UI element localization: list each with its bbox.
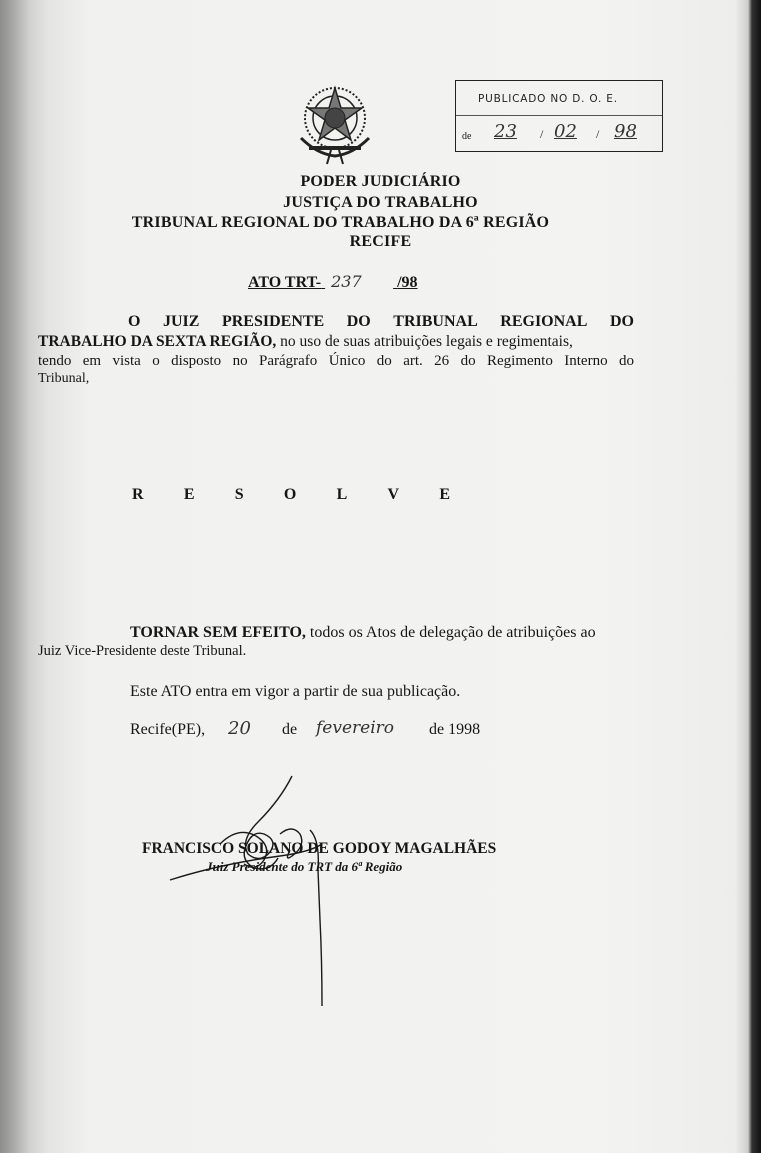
- coat-of-arms-emblem: [287, 78, 383, 166]
- date-month-handwritten: fevereiro: [316, 718, 395, 738]
- date-day-handwritten: 20: [228, 718, 251, 739]
- stamp-separator: [456, 115, 662, 116]
- act-prefix: ATO TRT-: [248, 274, 322, 291]
- decision-line-1: [130, 624, 596, 642]
- stamp-date-month: 02: [554, 121, 577, 142]
- stamp-slash-1: /: [540, 127, 544, 141]
- resolve-letter-s: S: [234, 486, 244, 503]
- resolve-letter-e1: E: [183, 486, 195, 503]
- preamble-line-2: [38, 333, 634, 351]
- stamp-published-label: PUBLICADO NO D. O. E.: [478, 93, 618, 105]
- date-year: de 1998: [429, 721, 481, 738]
- effect-statement: Este ATO entra em vigor a partir de sua publicação.: [130, 683, 461, 700]
- resolve-letter-o: O: [283, 486, 297, 503]
- date-de-1: de: [282, 721, 298, 738]
- preamble-word-7: DO: [609, 313, 634, 330]
- stamp-slash-2: /: [596, 127, 600, 141]
- stamp-date-day: 23: [494, 121, 517, 142]
- header-line-justica: JUSTIÇA DO TRABALHO: [283, 194, 478, 211]
- stamp-date-prefix: de: [462, 131, 472, 142]
- preamble-line-3: tendo em vista o disposto no Parágrafo Único do art. 26 do Regimento Interno do: [38, 353, 634, 369]
- preamble-line-1: [128, 313, 634, 331]
- decision-bold: TORNAR SEM EFEITO,: [130, 624, 306, 641]
- place-label: Recife(PE),: [130, 721, 206, 738]
- resolve-letter-r: R: [132, 486, 144, 503]
- preamble-word-4: DO: [346, 313, 371, 330]
- preamble-bold-court: TRABALHO DA SEXTA REGIÃO,: [38, 333, 277, 350]
- decision-line-1-rest: todos os Atos de delegação de atribuições ao: [305, 624, 596, 641]
- stamp-date-year: 98: [614, 121, 637, 142]
- preamble-word-1: O: [128, 313, 141, 330]
- signatory-name: FRANCISCO SOLANO DE GODOY MAGALHÃES: [142, 840, 497, 857]
- decision-line-2: Juiz Vice-Presidente deste Tribunal.: [38, 643, 247, 659]
- preamble-word-3: PRESIDENTE: [221, 313, 325, 330]
- act-number-line: [248, 272, 418, 292]
- preamble-word-6: REGIONAL: [500, 313, 588, 330]
- handwritten-signature: [160, 760, 350, 1020]
- header-line-tribunal: TRIBUNAL REGIONAL DO TRABALHO DA 6ª REGIÃO: [131, 214, 550, 231]
- preamble-line-4: Tribunal,: [38, 371, 90, 386]
- act-number: 237: [331, 272, 362, 291]
- resolve-heading: [132, 486, 450, 504]
- act-suffix: /98: [397, 274, 418, 291]
- header-line-city: RECIFE: [349, 233, 412, 250]
- signatory-title: Juiz Presidente do TRT da 6ª Região: [206, 859, 403, 874]
- preamble-word-5: TRIBUNAL: [393, 313, 478, 330]
- preamble-line-2-rest: no uso de suas atribuições legais e regimentais,: [276, 333, 573, 350]
- preamble-word-2: JUIZ: [162, 313, 200, 330]
- publication-stamp: [455, 80, 663, 152]
- resolve-letter-l: L: [336, 486, 348, 503]
- header-line-poder: PODER JUDICIÁRIO: [300, 173, 461, 190]
- resolve-letter-v: V: [387, 486, 400, 503]
- resolve-letter-e2: E: [439, 486, 450, 503]
